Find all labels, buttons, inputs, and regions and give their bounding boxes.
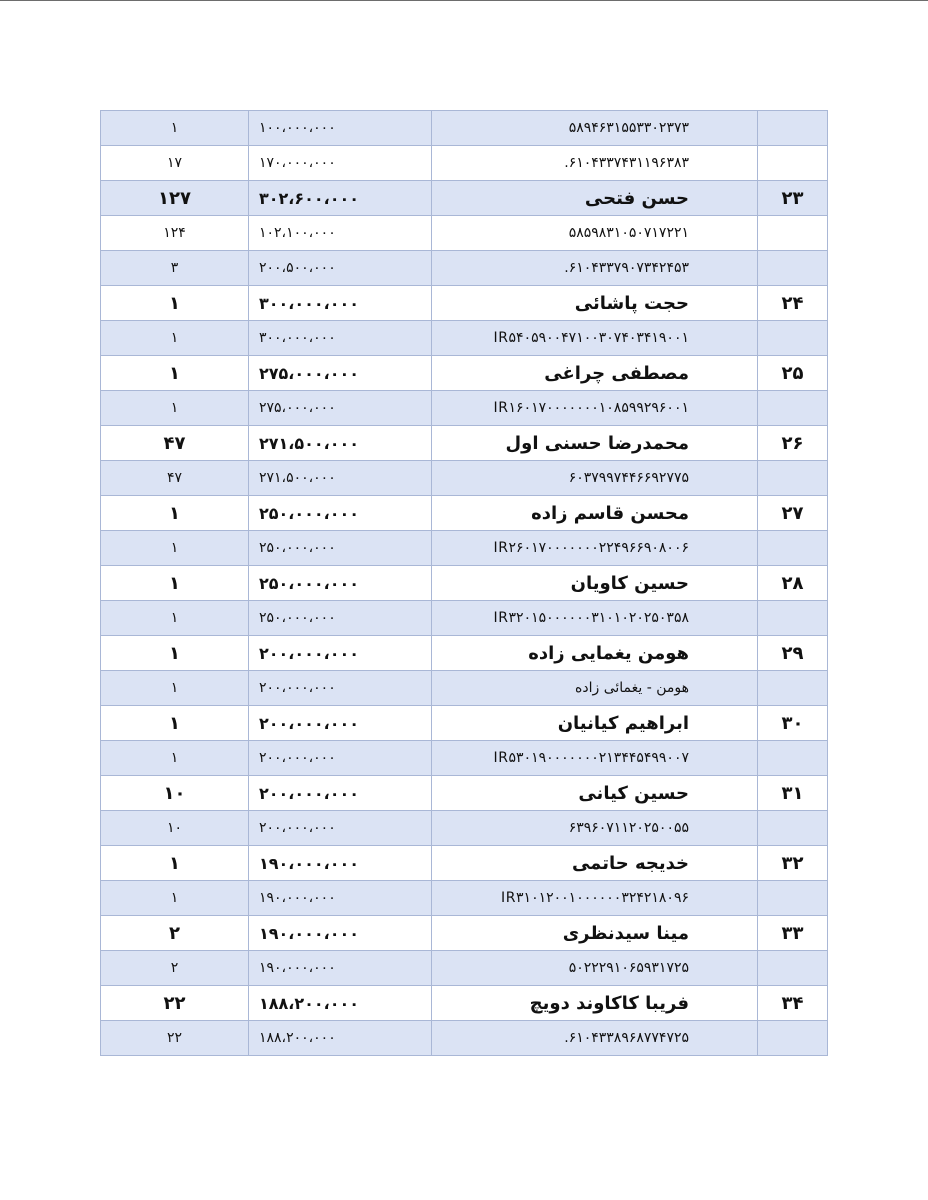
- account-row: [101, 741, 828, 776]
- row-index-cell: [758, 216, 828, 251]
- count-cell: ۱: [101, 706, 249, 741]
- row-index-cell: [758, 671, 828, 706]
- count-cell: ۳: [101, 251, 249, 286]
- count-cell: ۱: [101, 846, 249, 881]
- count-cell: ۱۲۴: [101, 216, 249, 251]
- row-index-cell: [758, 741, 828, 776]
- row-index-cell: [758, 881, 828, 916]
- count-cell: ۱: [101, 321, 249, 356]
- account-number-cell: ۶۳۹۶۰۷۱۱۲۰۲۵۰۰۵۵: [432, 811, 758, 846]
- person-row: [101, 916, 828, 951]
- count-cell: ۱: [101, 356, 249, 391]
- transactions-table: [100, 110, 828, 1056]
- account-row: [101, 881, 828, 916]
- account-row: [101, 111, 828, 146]
- name-cell: مینا سیدنظری: [432, 916, 758, 951]
- amount-cell: ۲۰۰،۰۰۰،۰۰۰: [249, 811, 432, 846]
- account-row: [101, 1021, 828, 1056]
- count-cell: ۱۷: [101, 146, 249, 181]
- count-cell: ۱: [101, 496, 249, 531]
- row-index-cell: ۳۰: [758, 706, 828, 741]
- amount-cell: ۲۵۰،۰۰۰،۰۰۰: [249, 601, 432, 636]
- name-cell: حسین کاویان: [432, 566, 758, 601]
- amount-cell: ۱۹۰،۰۰۰،۰۰۰: [249, 881, 432, 916]
- count-cell: ۱: [101, 636, 249, 671]
- amount-cell: ۱۹۰،۰۰۰،۰۰۰: [249, 846, 432, 881]
- row-index-cell: ۳۱: [758, 776, 828, 811]
- row-index-cell: ۲۳: [758, 181, 828, 216]
- account-number-cell: ۶۱۰۴۳۳۷۹۰۷۳۴۲۴۵۳.: [432, 251, 758, 286]
- account-number-cell: ۵۸۵۹۸۳۱۰۵۰۷۱۷۲۲۱: [432, 216, 758, 251]
- amount-cell: ۲۰۰،۰۰۰،۰۰۰: [249, 671, 432, 706]
- count-cell: ۱: [101, 601, 249, 636]
- name-cell: مصطفی چراغی: [432, 356, 758, 391]
- account-row: [101, 321, 828, 356]
- count-cell: ۱۲۷: [101, 181, 249, 216]
- count-cell: ۴۷: [101, 426, 249, 461]
- amount-cell: ۲۵۰،۰۰۰،۰۰۰: [249, 531, 432, 566]
- person-row: [101, 776, 828, 811]
- account-number-cell: هومن - یغمائی زاده: [432, 671, 758, 706]
- amount-cell: ۲۵۰،۰۰۰،۰۰۰: [249, 566, 432, 601]
- amount-cell: ۲۷۱،۵۰۰،۰۰۰: [249, 426, 432, 461]
- amount-cell: ۲۰۰،۰۰۰،۰۰۰: [249, 706, 432, 741]
- amount-cell: ۲۷۱،۵۰۰،۰۰۰: [249, 461, 432, 496]
- amount-cell: ۲۰۰،۰۰۰،۰۰۰: [249, 776, 432, 811]
- count-cell: ۱: [101, 566, 249, 601]
- account-row: [101, 671, 828, 706]
- count-cell: ۴۷: [101, 461, 249, 496]
- person-row: [101, 846, 828, 881]
- amount-cell: ۱۰۰،۰۰۰،۰۰۰: [249, 111, 432, 146]
- account-number-cell: IR۱۶۰۱۷۰۰۰۰۰۰۰۱۰۸۵۹۹۲۹۶۰۰۱: [432, 391, 758, 426]
- account-number-cell: ۵۸۹۴۶۳۱۵۵۳۳۰۲۳۷۳: [432, 111, 758, 146]
- account-row: [101, 811, 828, 846]
- account-number-cell: ۵۰۲۲۲۹۱۰۶۵۹۳۱۷۲۵: [432, 951, 758, 986]
- amount-cell: ۱۹۰،۰۰۰،۰۰۰: [249, 951, 432, 986]
- name-cell: محمدرضا حسنی اول: [432, 426, 758, 461]
- count-cell: ۱: [101, 111, 249, 146]
- count-cell: ۱: [101, 671, 249, 706]
- row-index-cell: [758, 531, 828, 566]
- account-number-cell: ۶۱۰۴۳۳۸۹۶۸۷۷۴۷۲۵.: [432, 1021, 758, 1056]
- amount-cell: ۳۰۰،۰۰۰،۰۰۰: [249, 286, 432, 321]
- account-number-cell: IR۵۳۰۱۹۰۰۰۰۰۰۰۲۱۳۴۴۵۴۹۹۰۰۷: [432, 741, 758, 776]
- account-number-cell: IR۵۴۰۵۹۰۰۴۷۱۰۰۳۰۷۴۰۳۴۱۹۰۰۱: [432, 321, 758, 356]
- account-row: [101, 461, 828, 496]
- row-index-cell: [758, 1021, 828, 1056]
- person-row: [101, 496, 828, 531]
- amount-cell: ۱۷۰،۰۰۰،۰۰۰: [249, 146, 432, 181]
- account-number-cell: ۶۱۰۴۳۳۷۴۳۱۱۹۶۳۸۳.: [432, 146, 758, 181]
- amount-cell: ۳۰۰،۰۰۰،۰۰۰: [249, 321, 432, 356]
- count-cell: ۲: [101, 951, 249, 986]
- amount-cell: ۱۰۲،۱۰۰،۰۰۰: [249, 216, 432, 251]
- person-row: [101, 426, 828, 461]
- amount-cell: ۳۰۲،۶۰۰،۰۰۰: [249, 181, 432, 216]
- row-index-cell: ۲۵: [758, 356, 828, 391]
- person-row: [101, 566, 828, 601]
- row-index-cell: [758, 391, 828, 426]
- amount-cell: ۲۷۵،۰۰۰،۰۰۰: [249, 356, 432, 391]
- row-index-cell: ۲۶: [758, 426, 828, 461]
- amount-cell: ۲۰۰،۰۰۰،۰۰۰: [249, 741, 432, 776]
- row-index-cell: [758, 321, 828, 356]
- amount-cell: ۱۸۸،۲۰۰،۰۰۰: [249, 986, 432, 1021]
- name-cell: حسین کیانی: [432, 776, 758, 811]
- person-row: [101, 636, 828, 671]
- account-row: [101, 216, 828, 251]
- row-index-cell: ۲۴: [758, 286, 828, 321]
- account-row: [101, 251, 828, 286]
- person-row: [101, 706, 828, 741]
- name-cell: فریبا کاکاوند دویچ: [432, 986, 758, 1021]
- row-index-cell: ۲۸: [758, 566, 828, 601]
- count-cell: ۲۲: [101, 986, 249, 1021]
- count-cell: ۱: [101, 741, 249, 776]
- table-body: [101, 111, 828, 1056]
- person-row: [101, 986, 828, 1021]
- account-number-cell: IR۳۱۰۱۲۰۰۱۰۰۰۰۰۰۳۲۴۲۱۸۰۹۶: [432, 881, 758, 916]
- count-cell: ۱: [101, 391, 249, 426]
- row-index-cell: ۳۴: [758, 986, 828, 1021]
- row-index-cell: [758, 461, 828, 496]
- count-cell: ۱: [101, 881, 249, 916]
- account-row: [101, 951, 828, 986]
- row-index-cell: [758, 601, 828, 636]
- name-cell: خدیجه حاتمی: [432, 846, 758, 881]
- row-index-cell: [758, 951, 828, 986]
- name-cell: حسن فتحی: [432, 181, 758, 216]
- account-number-cell: IR۲۶۰۱۷۰۰۰۰۰۰۰۲۲۴۹۶۶۹۰۸۰۰۶: [432, 531, 758, 566]
- account-row: [101, 531, 828, 566]
- name-cell: ابراهیم کیانیان: [432, 706, 758, 741]
- count-cell: ۱۰: [101, 811, 249, 846]
- name-cell: هومن یغمایی زاده: [432, 636, 758, 671]
- account-row: [101, 146, 828, 181]
- row-index-cell: ۲۷: [758, 496, 828, 531]
- count-cell: ۱: [101, 531, 249, 566]
- name-cell: محسن قاسم زاده: [432, 496, 758, 531]
- name-cell: حجت پاشائی: [432, 286, 758, 321]
- amount-cell: ۲۵۰،۰۰۰،۰۰۰: [249, 496, 432, 531]
- account-row: [101, 391, 828, 426]
- top-border-line: [0, 0, 928, 1]
- count-cell: ۲۲: [101, 1021, 249, 1056]
- amount-cell: ۱۹۰،۰۰۰،۰۰۰: [249, 916, 432, 951]
- row-index-cell: [758, 811, 828, 846]
- person-row: [101, 286, 828, 321]
- row-index-cell: [758, 111, 828, 146]
- amount-cell: ۱۸۸،۲۰۰،۰۰۰: [249, 1021, 432, 1056]
- account-row: [101, 601, 828, 636]
- amount-cell: ۲۰۰،۰۰۰،۰۰۰: [249, 636, 432, 671]
- row-index-cell: ۲۹: [758, 636, 828, 671]
- amount-cell: ۲۷۵،۰۰۰،۰۰۰: [249, 391, 432, 426]
- row-index-cell: ۳۳: [758, 916, 828, 951]
- account-number-cell: ۶۰۳۷۹۹۷۴۴۶۶۹۲۷۷۵: [432, 461, 758, 496]
- count-cell: ۱: [101, 286, 249, 321]
- count-cell: ۱۰: [101, 776, 249, 811]
- person-row: [101, 181, 828, 216]
- row-index-cell: [758, 146, 828, 181]
- person-row: [101, 356, 828, 391]
- amount-cell: ۲۰۰،۵۰۰،۰۰۰: [249, 251, 432, 286]
- count-cell: ۲: [101, 916, 249, 951]
- row-index-cell: [758, 251, 828, 286]
- account-number-cell: IR۳۲۰۱۵۰۰۰۰۰۰۳۱۰۱۰۲۰۲۵۰۳۵۸: [432, 601, 758, 636]
- row-index-cell: ۳۲: [758, 846, 828, 881]
